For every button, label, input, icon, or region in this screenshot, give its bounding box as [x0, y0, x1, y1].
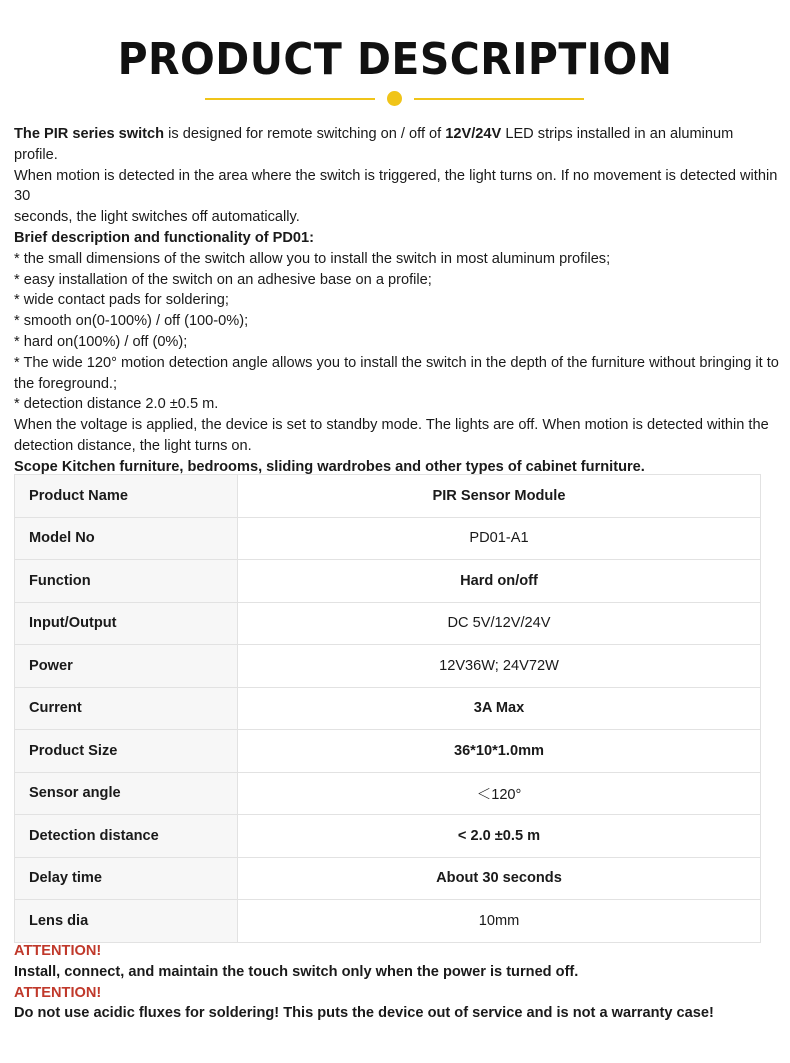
feature-item: * easy installation of the switch on an adhesive base on a profile; — [14, 271, 432, 288]
attention-label: ATTENTION! — [14, 943, 102, 959]
feature-item: * detection distance 2.0 ±0.5 m. — [14, 396, 219, 413]
attention-label: ATTENTION! — [14, 984, 102, 1001]
table-row — [15, 517, 761, 560]
spec-value: About 30 seconds — [238, 857, 761, 900]
feature-item: * hard on(100%) / off (0%); — [14, 333, 188, 350]
spec-value: 36*10*1.0mm — [238, 730, 761, 773]
brief-heading — [14, 228, 779, 249]
auto-off-paragraph: seconds, the light switches off automatically. — [14, 209, 300, 226]
spec-value: 12V36W; 24V72W — [238, 645, 761, 688]
spec-key: Product Name — [15, 475, 238, 518]
scope-text: Scope Kitchen furniture, bedrooms, sliding wardrobes and other types of cabinet furniture. — [14, 458, 645, 475]
divider-line-right — [414, 98, 584, 100]
spec-key: Lens dia — [15, 900, 238, 943]
intro-text-1: is designed for remote switching on / off of — [164, 126, 446, 142]
spec-key: Sensor angle — [15, 772, 238, 815]
intro-bold-voltage: 12V/24V — [445, 126, 502, 142]
notes-block — [14, 941, 790, 1024]
intro-text-2: LED strips installed in an aluminum profile. — [14, 126, 734, 163]
page-title: PRODUCT DESCRIPTION — [117, 34, 673, 85]
table-row — [15, 687, 761, 730]
spec-key: Function — [15, 560, 238, 603]
feature-item: * The wide 120° motion detection angle allows you to install the switch in the depth of the furniture without bringing it to the foreground.; — [14, 354, 779, 392]
table-row — [15, 772, 761, 815]
standby-paragraph: When the voltage is applied, the device is set to standby mode. The lights are off. When motion is detected within the detection distance, the light turns on. — [14, 417, 769, 454]
spec-value: < 2.0 ±0.5 m — [238, 815, 761, 858]
table-row — [15, 560, 761, 603]
spec-value: ＜120° — [238, 772, 761, 815]
table-row — [15, 857, 761, 900]
intro-bold-product: The PIR series switch — [14, 126, 165, 142]
title-divider — [0, 90, 790, 108]
table-row — [15, 730, 761, 773]
feature-item: * wide contact pads for soldering; — [14, 292, 229, 309]
spec-key: Delay time — [15, 857, 238, 900]
spec-key: Input/Output — [15, 602, 238, 645]
spec-value: Hard on/off — [238, 560, 761, 603]
divider-line-left — [205, 98, 375, 100]
table-row — [15, 475, 761, 518]
spec-key: Model No — [15, 517, 238, 560]
spec-key: Power — [15, 645, 238, 688]
spec-value: 10mm — [238, 900, 761, 943]
table-row — [15, 815, 761, 858]
feature-item: * the small dimensions of the switch allow you to install the switch in most aluminum profiles; — [14, 250, 611, 267]
attention-note: Install, connect, and maintain the touch switch only when the power is turned off. — [14, 963, 579, 980]
spec-value: DC 5V/12V/24V — [238, 602, 761, 645]
spec-key: Product Size — [15, 730, 238, 773]
spec-value: PIR Sensor Module — [238, 475, 761, 518]
spec-table — [14, 474, 761, 943]
table-row — [15, 602, 761, 645]
divider-dot — [387, 91, 402, 106]
spec-key: Current — [15, 687, 238, 730]
brief-heading-text: Brief description and functionality of PD01: — [14, 229, 315, 246]
spec-value: 3A Max — [238, 687, 761, 730]
intro-paragraph — [14, 124, 779, 166]
motion-paragraph: When motion is detected in the area where the switch is triggered, the light turns on. If no movement is detected within 30 — [14, 167, 778, 205]
spec-key: Detection distance — [15, 815, 238, 858]
spec-value: PD01-A1 — [238, 517, 761, 560]
description-block — [14, 124, 779, 478]
table-row — [15, 645, 761, 688]
feature-item: * smooth on(0-100%) / off (100-0%); — [14, 313, 249, 330]
table-row — [15, 900, 761, 943]
attention-note: Do not use acidic fluxes for soldering! This puts the device out of service and is not a warranty case! — [14, 1005, 714, 1022]
